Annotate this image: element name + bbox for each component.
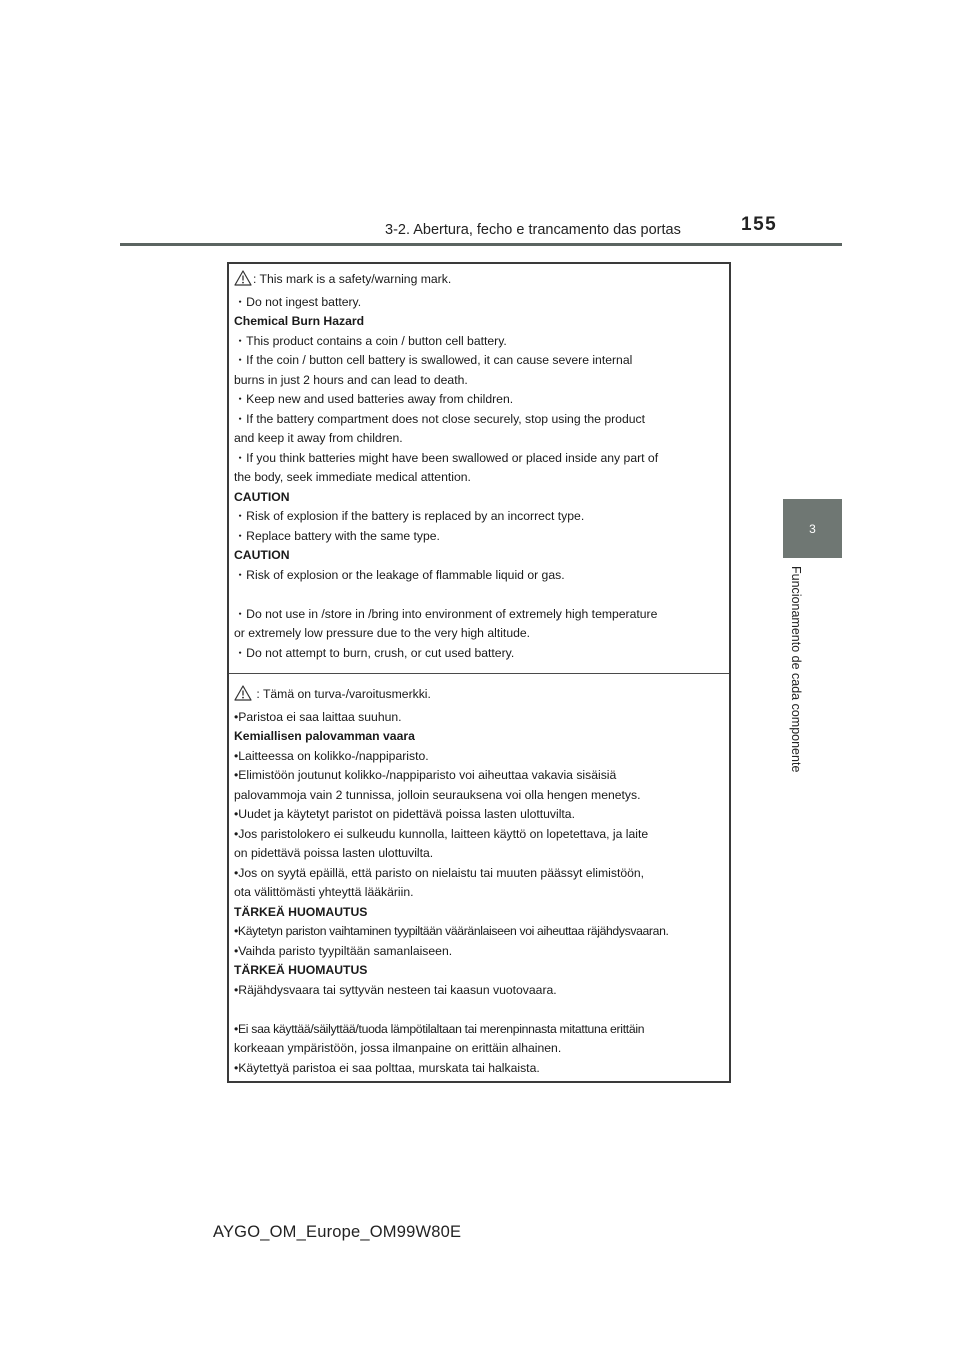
warning-line: •Käytettyä paristoa ei saa polttaa, murskata tai halkaista.	[234, 1060, 540, 1075]
caution-heading: TÄRKEÄ HUOMAUTUS	[234, 904, 368, 919]
warning-line: ・Do not use in /store in /bring into environment of extremely high temperature	[234, 606, 658, 621]
chapter-tab	[783, 499, 842, 558]
caution-heading: CAUTION	[234, 489, 290, 504]
warning-line: ・Replace battery with the same type.	[234, 528, 440, 543]
warning-line: •Laitteessa on kolikko-/nappiparisto.	[234, 748, 429, 763]
header-section-title: 3-2. Abertura, fecho e trancamento das portas	[385, 222, 681, 238]
warning-line: •Räjähdysvaara tai syttyvän nesteen tai kaasun vuotovaara.	[234, 982, 557, 997]
warning-line: ・Keep new and used batteries away from children.	[234, 392, 514, 406]
warning-line: ・Do not ingest battery.	[234, 294, 362, 309]
english-warning-panel	[229, 264, 729, 673]
warning-line: the body, seek immediate medical attention.	[234, 470, 471, 484]
warning-line: •Vaihda paristo tyypiltään samanlaiseen.	[234, 943, 453, 958]
mark-description: : This mark is a safety/warning mark.	[253, 272, 452, 286]
warning-line: •Paristoa ei saa laittaa suuhun.	[234, 709, 402, 724]
header-rule	[120, 243, 842, 246]
warning-line: ・If the battery compartment does not close securely, stop using the product	[234, 411, 645, 426]
warning-line: •Jos paristolokero ei sulkeudu kunnolla, laitteen käyttö on lopetettava, ja laite	[234, 826, 649, 841]
warning-line: palovammoja vain 2 tunnissa, jolloin seurauksena voi olla hengen menetys.	[234, 787, 641, 802]
warning-line: ・If the coin / button cell battery is swallowed, it can cause severe internal	[234, 353, 633, 367]
caution-heading: CAUTION	[234, 548, 290, 562]
warning-line: korkeaan ympäristöön, jossa ilmanpaine on erittäin alhainen.	[234, 1041, 562, 1055]
warning-line: burns in just 2 hours and can lead to death.	[234, 372, 468, 387]
page-number: 155	[741, 214, 778, 235]
warning-line: and keep it away from children.	[234, 431, 403, 445]
mark-line	[234, 270, 725, 293]
chapter-number: 3	[809, 521, 816, 536]
document-code: AYGO_OM_Europe_OM99W80E	[213, 1223, 462, 1241]
warning-line: •Jos on syytä epäillä, että paristo on nielaistu tai muuten päässyt elimistöön,	[234, 865, 645, 880]
warning-line: ・This product contains a coin / button cell battery.	[234, 333, 507, 348]
warning-line: or extremely low pressure due to the very high altitude.	[234, 626, 531, 640]
finnish-warning-panel	[229, 674, 729, 1078]
mark-line	[234, 685, 725, 708]
warning-line: ・Risk of explosion if the battery is replaced by an incorrect type.	[234, 509, 585, 523]
warning-line: ・If you think batteries might have been swallowed or placed inside any part of	[234, 450, 659, 465]
warning-line: •Uudet ja käytetyt paristot on pidettävä poissa lasten ulottuvilta.	[234, 807, 575, 821]
warning-line: ・Risk of explosion or the leakage of flammable liquid or gas.	[234, 567, 565, 582]
warning-heading: Kemiallisen palovamman vaara	[234, 729, 415, 743]
warning-heading: Chemical Burn Hazard	[234, 314, 365, 328]
warning-line: •Käytetyn pariston vaihtaminen tyypiltään vääränlaiseen voi aiheuttaa räjähdysvaaran.	[234, 924, 669, 938]
warning-line: •Elimistöön joutunut kolikko-/nappiparisto voi aiheuttaa vakavia sisäisiä	[234, 768, 617, 782]
warning-triangle-icon	[234, 270, 252, 293]
warning-line: ・Do not attempt to burn, crush, or cut used battery.	[234, 645, 515, 660]
warning-triangle-icon	[234, 685, 252, 708]
battery-warning-box	[227, 262, 731, 1083]
spacer	[234, 585, 725, 605]
chapter-title: Funcionamento de cada componente	[789, 566, 803, 773]
warning-line: on pidettävä poissa lasten ulottuvilta.	[234, 846, 434, 860]
warning-line: ota välittömästi yhteyttä lääkäriin.	[234, 885, 414, 899]
caution-heading: TÄRKEÄ HUOMAUTUS	[234, 963, 368, 977]
spacer	[234, 1000, 725, 1020]
warning-line: •Ei saa käyttää/säilyttää/tuoda lämpötilaltaan tai merenpinnasta mitattuna erittäin	[234, 1021, 645, 1036]
mark-description: : Tämä on turva-/varoitusmerkki.	[253, 687, 431, 701]
